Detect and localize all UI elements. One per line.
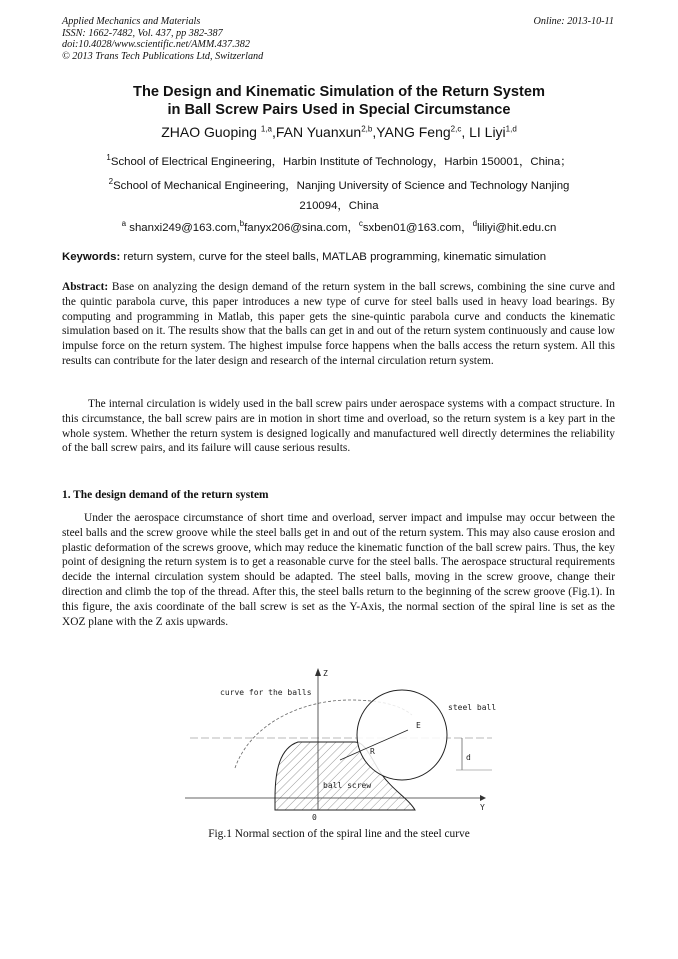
author-name: ,YANG Feng xyxy=(372,124,451,140)
label-ball-screw: ball screw xyxy=(323,781,372,790)
label-r: R xyxy=(370,747,375,756)
affiliation-2-cont xyxy=(62,197,616,213)
online-date: Online: 2013-10-11 xyxy=(533,16,614,27)
issn-line: ISSN: 1662-7482, Vol. 437, pp 382-387 xyxy=(62,27,223,39)
affiliation-1 xyxy=(62,153,616,169)
section-1-paragraph: Under the aerospace circumstance of short time and overload, server impact and impulse may occur between the steel balls and the screw groove while the steel balls get in and out of the return system. This may also cause erosion and plastic deformation of the screws groove, which may reduce the kinematic function of the ball screw pairs. Thus, the key point of designing the return system is to get a reasonable curve for the steel balls. The aerospace structural requirements decide the internal circulation system should be adapted. The steel balls, moving in the screw groove, change their direction and climb the top of the thread. After this, the steel balls return to the beginning of the screw groove (Fig.1). In this figure, the axis coordinate of the ball screw is set as the Y-Axis, the normal section of the spiral line is set as the XOZ plane with the Z axis upwards. xyxy=(62,512,615,628)
keywords-text: return system, curve for the steel balls, MATLAB programming, kinematic simulation xyxy=(120,251,547,263)
paper-title xyxy=(62,83,616,119)
affiliation-text: School of Electrical Engineering，Harbin Institute of Technology，Harbin 150001，China； xyxy=(110,156,572,168)
affiliation-sup: 2 xyxy=(108,177,114,187)
label-steel-ball: steel ball xyxy=(448,703,497,712)
author-name: ,FAN Yuanxun xyxy=(271,124,362,140)
author-sup: 2,c xyxy=(450,124,462,134)
email-sup: c xyxy=(358,219,363,229)
figure-1 xyxy=(180,660,500,825)
affiliation-text: School of Mechanical Engineering，Nanjing University of Science and Technology Nanjing xyxy=(113,180,570,192)
email-a[interactable]: shanxi249@163.com, xyxy=(126,222,240,234)
title-line-2: in Ball Screw Pairs Used in Special Circumstance xyxy=(167,102,511,118)
keywords xyxy=(62,251,618,263)
label-y-axis: Y xyxy=(480,803,485,812)
label-origin: 0 xyxy=(312,813,317,822)
email-sup: b xyxy=(239,219,245,229)
section-1-heading: 1. The design demand of the return system xyxy=(62,489,269,501)
author-list xyxy=(62,124,616,140)
steel-ball xyxy=(357,690,447,780)
abstract-text: Base on analyzing the design demand of the return system in the ball screws, combining the sine curve and the quintic parabola curve, this paper introduces a new type of curve for steel balls used in heavy load bearings. By computing and programming in Matlab, this paper gets the sine-quintic parabola curve and conducts the kinematic simulation based on it. The results show that the balls can get in and out of the return system continuously and cause low impulse force on the return system. The highest impulse force happens when the balls access the return system. All this results can contribute for the later design and research of the internal circulation return system. xyxy=(62,281,615,367)
z-axis-arrow xyxy=(315,668,321,676)
email-d[interactable]: liliyi@hit.edu.cn xyxy=(477,222,557,234)
figure-caption: Fig.1 Normal section of the spiral line and the steel curve xyxy=(208,828,470,840)
affiliation-2 xyxy=(62,177,616,193)
journal-name: Applied Mechanics and Materials xyxy=(62,16,201,27)
label-e: E xyxy=(416,721,421,730)
email-b[interactable]: fanyx206@sina.com， xyxy=(244,222,359,234)
author-sup: 1,a xyxy=(260,124,272,134)
journal-header xyxy=(62,16,263,62)
copyright-line: © 2013 Trans Tech Publications Ltd, Switzerland xyxy=(62,50,264,62)
author-name: ZHAO Guoping xyxy=(161,124,261,140)
abstract xyxy=(62,280,615,369)
email-sup: d xyxy=(472,219,478,229)
y-axis-arrow xyxy=(480,795,486,801)
email-sup: a xyxy=(121,219,127,229)
label-d: d xyxy=(466,753,471,762)
intro-paragraph: The internal circulation is widely used in the ball screw pairs under aerospace systems with a compact structure. In this circumstance, the ball screw pairs are in motion in short time and overload, so the return system is a key part in the whole system. Whether the return system is designed logically and manufactured well directly determines the reliability of the ball screw pairs, and its failure will cause serious results. xyxy=(62,398,615,455)
affiliation-sup: 1 xyxy=(106,153,111,163)
email-c[interactable]: sxben01@163.com， xyxy=(362,222,473,234)
title-line-1: The Design and Kinematic Simulation of the Return System xyxy=(133,84,545,100)
label-z-axis: Z xyxy=(323,669,328,678)
label-curve: curve for the balls xyxy=(220,688,312,697)
affiliation-text: 210094，China xyxy=(299,200,379,212)
email-list xyxy=(62,219,616,235)
author-sup: 1,d xyxy=(505,124,517,134)
author-sup: 2,b xyxy=(361,124,373,134)
doi-line[interactable]: doi:10.4028/www.scientific.net/AMM.437.382 xyxy=(62,39,250,50)
author-name: , LI Liyi xyxy=(461,124,506,140)
abstract-label: Abstract: xyxy=(62,281,109,293)
keywords-label: Keywords: xyxy=(62,251,121,263)
